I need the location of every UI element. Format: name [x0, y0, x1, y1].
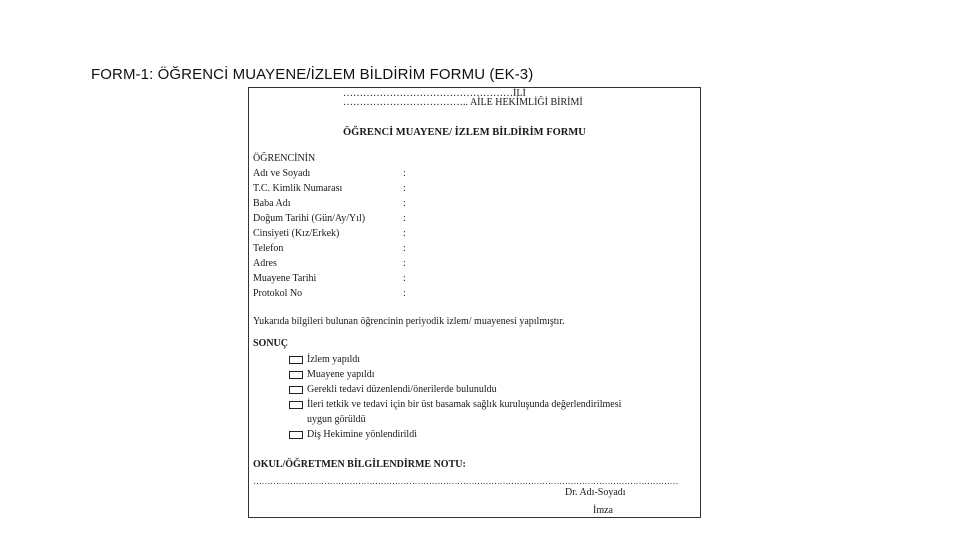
checkbox[interactable] [289, 386, 303, 394]
field-colon: : [403, 273, 406, 284]
field-colon: : [403, 228, 406, 239]
field-colon: : [403, 258, 406, 269]
result-option-treatment [289, 384, 497, 395]
field-colon: : [403, 243, 406, 254]
field-label-birth-date: Doğum Tarihi (Gün/Ay/Yıl) [253, 213, 366, 224]
exam-statement: Yukarıda bilgileri bulunan öğrencinin periyodik izlem/ muayenesi yapılmıştır. [253, 316, 565, 327]
form-header-unit: ……………………………….. AİLE HEKİMLİĞİ BİRİMİ [343, 97, 583, 108]
option-label: Diş Hekimine yönlendirildi [307, 429, 417, 440]
checkbox[interactable] [289, 356, 303, 364]
result-option-examination [289, 369, 374, 380]
slide-title: FORM-1: ÖĞRENCİ MUAYENE/İZLEM BİLDİRİM FORMU (EK-3) [91, 66, 534, 83]
field-colon: : [403, 288, 406, 299]
field-label-tc-number: T.C. Kimlik Numarası [253, 183, 343, 194]
checkbox[interactable] [289, 431, 303, 439]
note-heading: OKUL/ÖĞRETMEN BİLGİLENDİRME NOTU: [253, 459, 466, 470]
checkbox[interactable] [289, 371, 303, 379]
result-option-monitoring [289, 354, 360, 365]
field-label-gender: Cinsiyeti (Kız/Erkek) [253, 228, 340, 239]
form-document [248, 87, 701, 518]
option-label: İleri tetkik ve tedavi için bir üst basamak sağlık kuruluşunda değerlendirilmesi [307, 399, 622, 410]
field-colon: : [403, 168, 406, 179]
student-heading: ÖĞRENCİNİN [253, 153, 316, 164]
form-header-province: ……………………………………………İLİ [343, 88, 526, 99]
field-label-father-name: Baba Adı [253, 198, 291, 209]
form-title: ÖĞRENCİ MUAYENE/ İZLEM BİLDİRİM FORMU [343, 127, 586, 138]
field-label-phone: Telefon [253, 243, 284, 254]
note-dotted-line: …………………………………………………………………………………………………………………………………… [253, 476, 678, 486]
field-colon: : [403, 198, 406, 209]
field-label-exam-date: Muayene Tarihi [253, 273, 317, 284]
option-label: İzlem yapıldı [307, 354, 361, 365]
field-label-address: Adres [253, 258, 277, 269]
result-option-referral [289, 399, 621, 410]
field-colon: : [403, 183, 406, 194]
field-colon: : [403, 213, 406, 224]
result-heading: SONUÇ [253, 338, 289, 349]
option-label: Gerekli tedavi düzenlendi/önerilerde bulunuldu [307, 384, 497, 395]
checkbox[interactable] [289, 401, 303, 409]
option-label: Muayene yapıldı [307, 369, 375, 380]
field-label-protocol-no: Protokol No [253, 288, 303, 299]
referral-continuation: uygun görüldü [307, 414, 366, 425]
signature-name: Dr. Adı-Soyadı [565, 487, 626, 498]
result-option-dentist [289, 429, 417, 440]
field-label-name: Adı ve Soyadı [253, 168, 311, 179]
signature-imza: İmza [593, 505, 613, 516]
